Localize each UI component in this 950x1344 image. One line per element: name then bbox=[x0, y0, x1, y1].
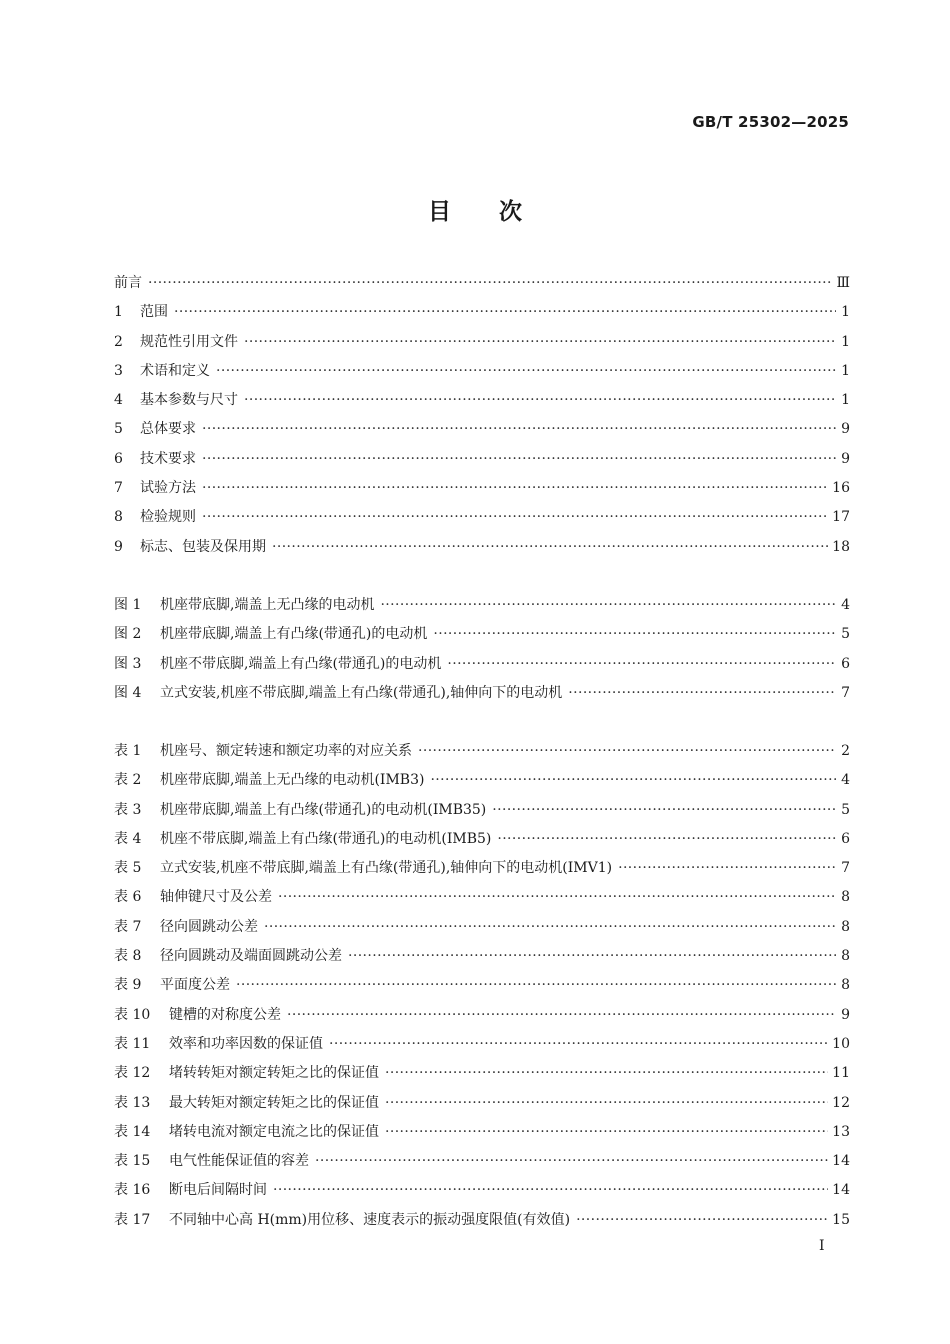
toc-entry-table-4[interactable] bbox=[114, 825, 850, 854]
toc-entry-section-9[interactable] bbox=[114, 533, 850, 562]
toc-entry-page: 9 bbox=[841, 421, 850, 438]
toc-entry-page: 7 bbox=[841, 684, 850, 701]
toc-entry-table-8[interactable] bbox=[114, 942, 850, 971]
leader-dots bbox=[273, 1176, 828, 1205]
toc-entry-section-1[interactable] bbox=[114, 298, 850, 327]
toc-entry-number: 表 16 bbox=[114, 1182, 151, 1199]
leader-dots bbox=[272, 533, 828, 562]
leader-dots bbox=[216, 357, 836, 386]
leader-dots bbox=[497, 825, 836, 854]
toc-entry-page: 8 bbox=[841, 889, 850, 906]
toc-entry-label: 轴伸键尺寸及公差 bbox=[160, 889, 272, 906]
toc-entry-section-6[interactable] bbox=[114, 445, 850, 474]
toc-entry-label: 试验方法 bbox=[140, 480, 196, 497]
toc-entry-label: 总体要求 bbox=[140, 421, 196, 438]
toc-entry-table-2[interactable] bbox=[114, 766, 850, 795]
toc-entry-page: 17 bbox=[832, 509, 850, 526]
leader-dots bbox=[244, 386, 836, 415]
toc-entry-page: 13 bbox=[832, 1123, 850, 1140]
toc-entry-table-6[interactable] bbox=[114, 883, 850, 912]
leader-dots bbox=[287, 1001, 836, 1030]
toc-entry-page: 5 bbox=[841, 801, 850, 818]
toc-entry-number: 表 10 bbox=[114, 1006, 151, 1023]
toc-entry-number: 4 bbox=[114, 392, 123, 409]
toc-entry-table-1[interactable] bbox=[114, 737, 850, 766]
toc-entry-section-2[interactable] bbox=[114, 328, 850, 357]
toc-entry-page: 1 bbox=[841, 304, 850, 321]
toc-entry-page: 1 bbox=[841, 333, 850, 350]
toc-entry-number: 9 bbox=[114, 538, 123, 555]
toc-entry-label: 效率和功率因数的保证值 bbox=[169, 1035, 323, 1052]
leader-dots bbox=[202, 503, 828, 532]
toc-entry-table-3[interactable] bbox=[114, 796, 850, 825]
toc-entry-label: 径向圆跳动及端面圆跳动公差 bbox=[160, 948, 342, 965]
toc-entry-number: 表 15 bbox=[114, 1153, 151, 1170]
toc-entry-page: 9 bbox=[841, 450, 850, 467]
toc-entry-number: 7 bbox=[114, 480, 123, 497]
toc-entry-page: 12 bbox=[832, 1094, 850, 1111]
toc-entry-label: 技术要求 bbox=[140, 450, 196, 467]
toc-entry-label: 标志、包装及保用期 bbox=[140, 538, 266, 555]
leader-dots bbox=[385, 1118, 828, 1147]
toc-entry-page: 9 bbox=[841, 1006, 850, 1023]
standard-code: GB/T 25302—2025 bbox=[692, 113, 849, 131]
toc-entry-figure-1[interactable] bbox=[114, 591, 850, 620]
toc-entry-table-15[interactable] bbox=[114, 1147, 850, 1176]
leader-dots bbox=[492, 796, 836, 825]
toc-entry-page: 2 bbox=[841, 743, 850, 759]
toc-entry-number: 图 4 bbox=[114, 684, 142, 701]
leader-dots bbox=[568, 679, 836, 708]
toc-entry-number: 表 4 bbox=[114, 830, 142, 847]
toc-entry-number: 表 6 bbox=[114, 889, 142, 906]
toc-entry-label: 断电后间隔时间 bbox=[169, 1182, 267, 1199]
toc-entry-label: 范围 bbox=[140, 304, 168, 321]
toc-entry-number: 表 1 bbox=[114, 743, 142, 759]
toc-entry-number: 8 bbox=[114, 509, 123, 526]
leader-dots bbox=[329, 1030, 828, 1059]
toc-entry-section-3[interactable] bbox=[114, 357, 850, 386]
toc-entry-page: 4 bbox=[841, 597, 850, 613]
toc-entry-page: 15 bbox=[832, 1211, 850, 1228]
toc-entry-table-10[interactable] bbox=[114, 1001, 850, 1030]
toc-entry-label: 基本参数与尺寸 bbox=[140, 392, 238, 409]
toc-entry-number: 表 2 bbox=[114, 772, 142, 789]
toc-entry-number: 表 14 bbox=[114, 1123, 151, 1140]
leader-dots bbox=[174, 298, 836, 327]
toc-entry-number: 6 bbox=[114, 450, 123, 467]
toc-entry-number: 表 13 bbox=[114, 1094, 151, 1111]
toc-entry-section-4[interactable] bbox=[114, 386, 850, 415]
toc-entry-table-5[interactable] bbox=[114, 854, 850, 883]
toc-entry-number: 表 3 bbox=[114, 801, 142, 818]
toc-entry-label: 立式安装,机座不带底脚,端盖上有凸缘(带通孔),轴伸向下的电动机(IMV1) bbox=[160, 860, 613, 877]
toc-entry-label: 最大转矩对额定转矩之比的保证值 bbox=[169, 1094, 379, 1111]
toc-entry-figure-4[interactable] bbox=[114, 679, 850, 708]
toc-entry-label: 不同轴中心高 H(mm)用位移、速度表示的振动强度限值(有效值) bbox=[169, 1211, 571, 1228]
leader-dots bbox=[348, 942, 836, 971]
toc-entry-page: Ⅲ bbox=[836, 275, 850, 291]
toc-entry-number: 表 7 bbox=[114, 918, 142, 935]
toc-tables bbox=[114, 737, 850, 1235]
toc-entry-number: 表 9 bbox=[114, 977, 142, 994]
toc-entry-label: 机座带底脚,端盖上有凸缘(带通孔)的电动机 bbox=[160, 626, 428, 643]
toc-entry-page: 18 bbox=[832, 538, 850, 555]
toc-entry-label: 机座带底脚,端盖上无凸缘的电动机 bbox=[160, 597, 375, 613]
toc-entry-label: 机座不带底脚,端盖上有凸缘(带通孔)的电动机(IMB5) bbox=[160, 830, 492, 847]
toc-entry-label: 前言 bbox=[114, 275, 142, 291]
toc-entry-number: 3 bbox=[114, 362, 123, 379]
toc-entry-page: 1 bbox=[841, 362, 850, 379]
toc-entry-label: 平面度公差 bbox=[160, 977, 230, 994]
toc-entry-label: 立式安装,机座不带底脚,端盖上有凸缘(带通孔),轴伸向下的电动机 bbox=[160, 684, 563, 701]
toc-entry-table-14[interactable] bbox=[114, 1118, 850, 1147]
toc-entry-page: 8 bbox=[841, 918, 850, 935]
leader-dots bbox=[202, 415, 836, 444]
toc-entry-table-11[interactable] bbox=[114, 1030, 850, 1059]
toc-entry-label: 键槽的对称度公差 bbox=[169, 1006, 281, 1023]
toc-entry-table-9[interactable] bbox=[114, 971, 850, 1000]
toc-figures bbox=[114, 591, 850, 708]
toc-entry-section-7[interactable] bbox=[114, 474, 850, 503]
leader-dots bbox=[576, 1206, 828, 1235]
toc-entry-label: 机座不带底脚,端盖上有凸缘(带通孔)的电动机 bbox=[160, 655, 442, 672]
leader-dots bbox=[418, 737, 836, 766]
toc-entry-figure-2[interactable] bbox=[114, 620, 850, 649]
leader-dots bbox=[315, 1147, 828, 1176]
toc-entry-number: 图 2 bbox=[114, 626, 142, 643]
toc-entry-table-13[interactable] bbox=[114, 1089, 850, 1118]
toc-entry-table-16[interactable] bbox=[114, 1176, 850, 1205]
leader-dots bbox=[385, 1059, 828, 1088]
toc-entry-number: 表 12 bbox=[114, 1065, 151, 1082]
toc-entry-page: 8 bbox=[841, 948, 850, 965]
toc-entry-label: 堵转转矩对额定转矩之比的保证值 bbox=[169, 1065, 379, 1082]
toc-entry-page: 14 bbox=[832, 1182, 850, 1199]
toc-entry-page: 11 bbox=[832, 1065, 850, 1082]
toc-entry-number: 图 3 bbox=[114, 655, 142, 672]
leader-dots bbox=[278, 883, 836, 912]
leader-dots bbox=[433, 620, 836, 649]
toc-entry-page: 1 bbox=[841, 392, 850, 409]
leader-dots bbox=[202, 445, 836, 474]
toc-entry-label: 机座号、额定转速和额定功率的对应关系 bbox=[160, 743, 412, 759]
toc-entry-label: 机座带底脚,端盖上无凸缘的电动机(IMB3) bbox=[160, 772, 425, 789]
toc-entry-page: 6 bbox=[841, 655, 850, 672]
toc-entry-number: 表 17 bbox=[114, 1211, 151, 1228]
leader-dots bbox=[244, 328, 836, 357]
toc-entry-number: 图 1 bbox=[114, 597, 142, 613]
title-char-1: 目 bbox=[428, 199, 451, 225]
toc-entry-label: 检验规则 bbox=[140, 509, 196, 526]
leader-dots bbox=[202, 474, 828, 503]
toc-entry-page: 5 bbox=[841, 626, 850, 643]
leader-dots bbox=[618, 854, 836, 883]
toc-entry-number: 表 8 bbox=[114, 948, 142, 965]
toc-entry-section-8[interactable] bbox=[114, 503, 850, 532]
leader-dots bbox=[430, 766, 836, 795]
toc-entry-section-5[interactable] bbox=[114, 415, 850, 444]
toc-entry-page: 10 bbox=[832, 1035, 850, 1052]
toc-entry-figure-3[interactable] bbox=[114, 650, 850, 679]
toc-entry-number: 2 bbox=[114, 333, 123, 350]
leader-dots bbox=[148, 269, 832, 298]
toc-entry-label: 电气性能保证值的容差 bbox=[169, 1153, 309, 1170]
toc-entry-number: 1 bbox=[114, 304, 123, 321]
leader-dots bbox=[264, 913, 836, 942]
leader-dots bbox=[380, 591, 836, 620]
leader-dots bbox=[385, 1089, 828, 1118]
toc-entry-page: 4 bbox=[841, 772, 850, 789]
toc-entry-label: 机座带底脚,端盖上有凸缘(带通孔)的电动机(IMB35) bbox=[160, 801, 487, 818]
toc-entry-label: 径向圆跳动公差 bbox=[160, 918, 258, 935]
page-title bbox=[0, 193, 950, 226]
toc-entry-label: 堵转电流对额定电流之比的保证值 bbox=[169, 1123, 379, 1140]
toc-entry-page: 8 bbox=[841, 977, 850, 994]
toc-entry-page: 16 bbox=[832, 480, 850, 497]
toc-entry-number: 表 11 bbox=[114, 1035, 151, 1052]
toc-entry-page: 14 bbox=[832, 1153, 850, 1170]
toc-entry-foreword[interactable] bbox=[114, 269, 850, 298]
toc-entry-number: 表 5 bbox=[114, 860, 142, 877]
title-char-2: 次 bbox=[499, 199, 522, 225]
footer-page-number: Ⅰ bbox=[819, 1238, 825, 1254]
toc-sections bbox=[114, 269, 850, 562]
toc-entry-table-7[interactable] bbox=[114, 913, 850, 942]
leader-dots bbox=[447, 650, 836, 679]
toc-entry-page: 7 bbox=[841, 860, 850, 877]
leader-dots bbox=[236, 971, 836, 1000]
toc-entry-table-12[interactable] bbox=[114, 1059, 850, 1088]
toc-entry-number: 5 bbox=[114, 421, 123, 438]
toc-entry-label: 术语和定义 bbox=[140, 362, 210, 379]
toc-entry-page: 6 bbox=[841, 830, 850, 847]
toc-entry-label: 规范性引用文件 bbox=[140, 333, 238, 350]
toc-entry-table-17[interactable] bbox=[114, 1206, 850, 1235]
